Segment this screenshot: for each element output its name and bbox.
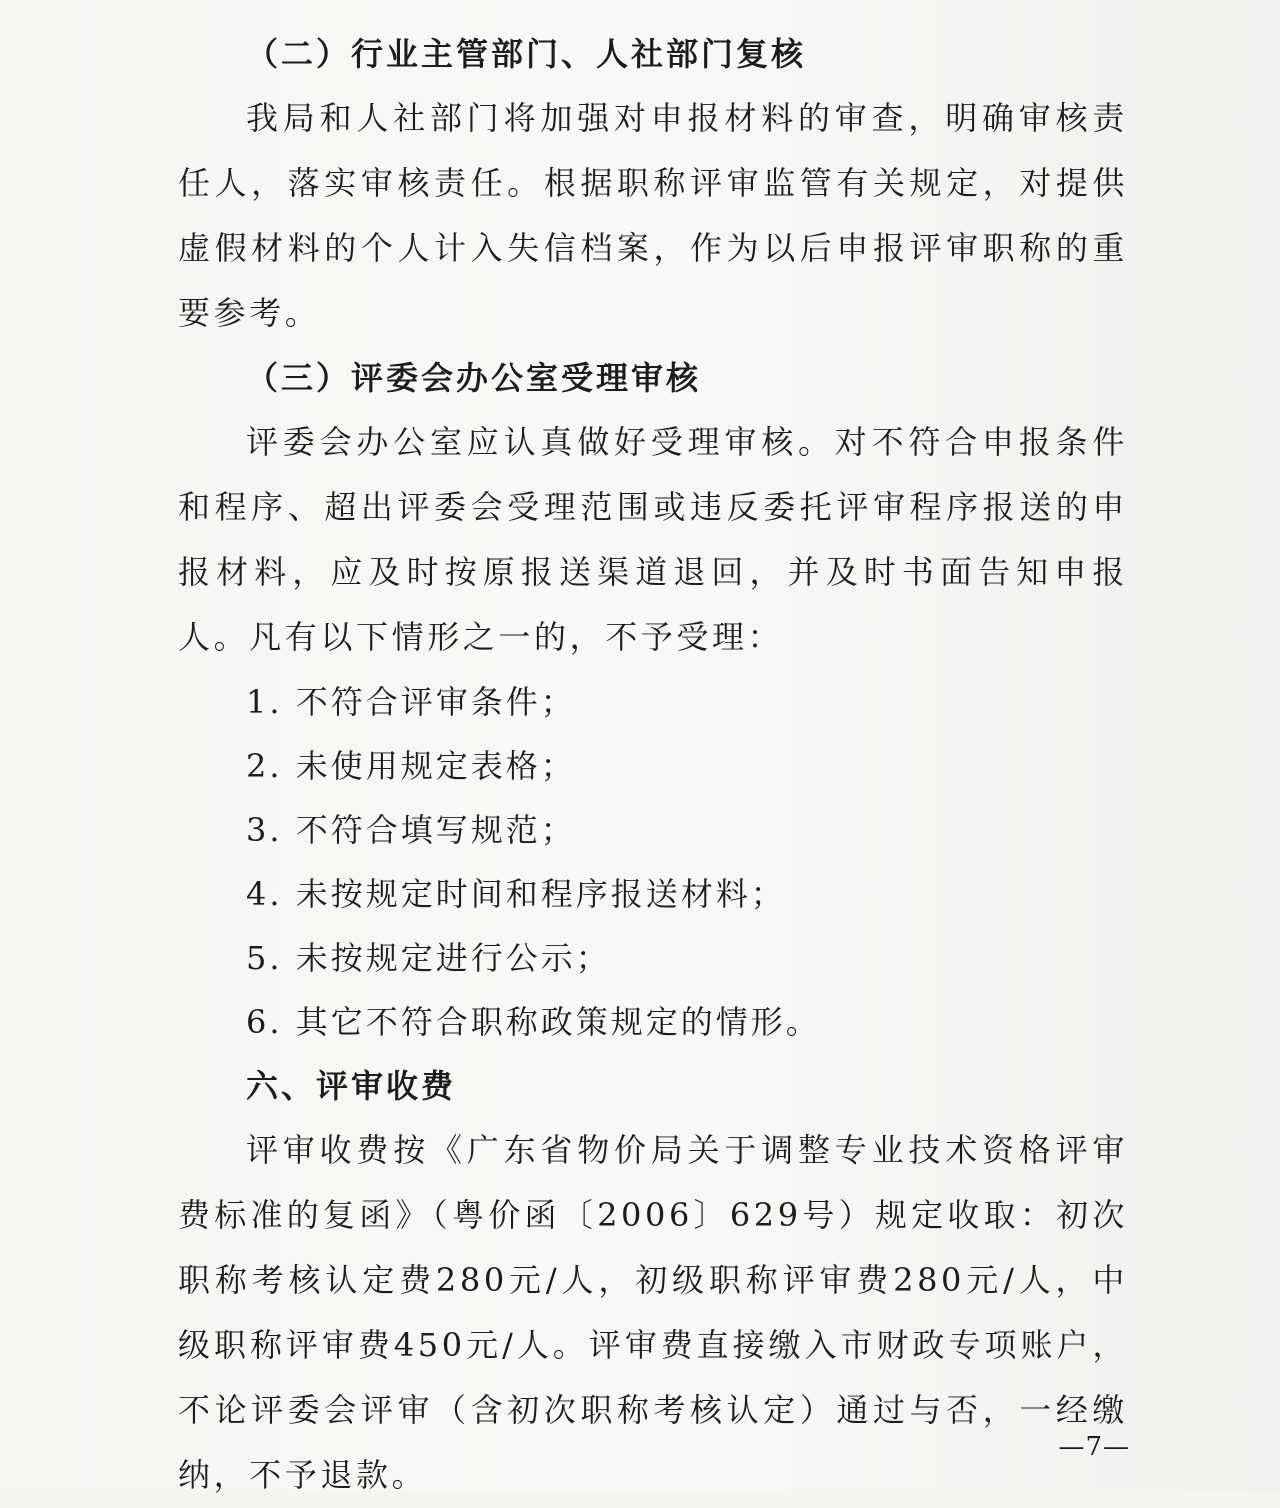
section-2-heading: （二）行业主管部门、人社部门复核 — [246, 35, 807, 73]
list-item: 2. 未使用规定表格； — [246, 747, 576, 785]
list-item: 3. 不符合填写规范； — [246, 811, 576, 849]
document-body — [178, 18, 1128, 1508]
page-number: —7— — [1058, 1432, 1130, 1462]
section-3-heading: （三）评委会办公室受理审核 — [246, 359, 702, 397]
list-item: 1. 不符合评审条件； — [246, 683, 576, 721]
list-item: 5. 未按规定进行公示； — [246, 939, 611, 977]
section-6-paragraph: 评审收费按《广东省物价局关于调整专业技术资格评审费标准的复函》（粤价函〔2006〕629号）规定收取：初次职称考核认定费280元/人，初级职称评审费280元/人，中级职称评审费450元/人。评审费直接缴入市财政专项账户，不论评委会评审（含初次职称考核认定）通过与否，一经缴纳，不予退款。 — [178, 1131, 1128, 1494]
section-3-paragraph: 评委会办公室应认真做好受理审核。对不符合申报条件和程序、超出评委会受理范围或违反委托评审程序报送的申报材料，应及时按原报送渠道退回，并及时书面告知申报人。凡有以下情形之一的，不予受理： — [178, 423, 1128, 656]
list-item: 6. 其它不符合职称政策规定的情形。 — [246, 1003, 821, 1041]
section-6-heading: 六、评审收费 — [246, 1067, 457, 1105]
list-item: 4. 未按规定时间和程序报送材料； — [246, 875, 786, 913]
section-2-paragraph: 我局和人社部门将加强对申报材料的审查，明确审核责任人，落实审核责任。根据职称评审监管有关规定，对提供虚假材料的个人计入失信档案，作为以后申报评审职称的重要参考。 — [178, 99, 1128, 332]
